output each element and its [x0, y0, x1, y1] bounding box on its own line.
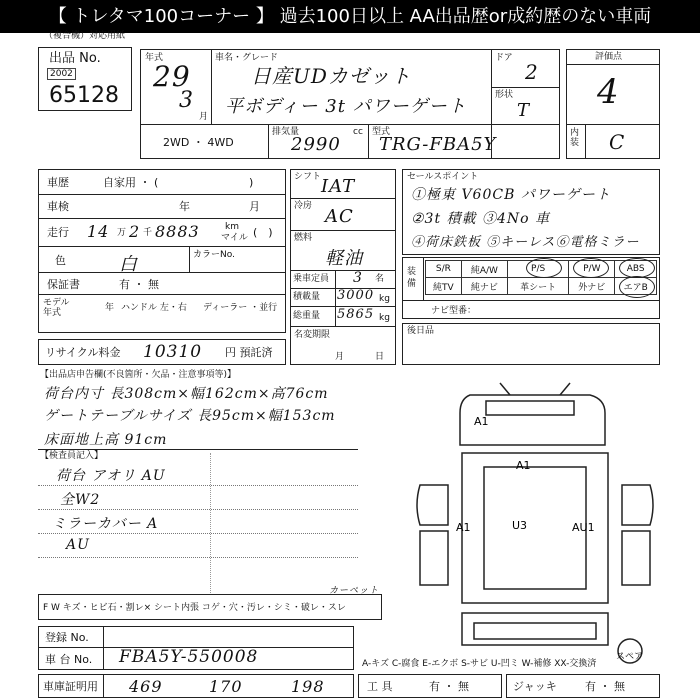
change-label: 名変期限	[294, 330, 331, 340]
equip-airbag: エアB	[615, 278, 657, 295]
tools-value: 有 ・ 無	[429, 680, 469, 693]
cooling-label: 冷房	[294, 201, 313, 211]
specs-box	[290, 169, 396, 365]
doors-label: ドア	[495, 53, 513, 63]
displacement-value: 2990	[291, 134, 341, 155]
drive-label: 2WD ・ 4WD	[163, 136, 234, 149]
model-label: 型式	[372, 127, 391, 137]
history-value: 自家用 ・ (	[103, 176, 159, 189]
mileage-man: 14	[87, 222, 110, 241]
sales-line-2: ②3t 積載 ③4No 車	[411, 211, 551, 227]
lot-number: 65128	[49, 83, 119, 108]
chassis-label: 車 台 No.	[45, 653, 93, 666]
jack-value: 有 ・ 無	[585, 680, 625, 693]
sales-line-3: ④荷床鉄板 ⑤キーレス⑥電格ミラー	[411, 235, 640, 250]
equip-navi: 純ナビ	[461, 278, 507, 295]
remark-line-3: 床面地上高 91cm	[44, 432, 168, 448]
shape-value: T	[517, 100, 531, 121]
ps-circle	[526, 258, 562, 278]
sales-line-1: ①極東 V60CB パワーゲート	[411, 187, 611, 203]
cert-value-3: 198	[291, 677, 325, 696]
color-label: 色	[55, 254, 66, 267]
dealer-label: ディーラー ・並行	[203, 303, 278, 313]
gross-label: 総重量	[293, 311, 321, 321]
inspector-title: 【検査員記入】	[40, 451, 104, 461]
equip-leather: 革シート	[508, 278, 569, 295]
year-code: 2002	[47, 68, 76, 80]
grade-label: 評価点	[595, 52, 623, 62]
condition-text: F W キズ・ヒビ石・割レ× シート内張 コゲ・穴・汚レ・シミ・破レ・スレ	[43, 603, 346, 613]
chassis-value: FBA5Y-550008	[119, 647, 259, 667]
damage-mark-right: AU1	[572, 521, 595, 534]
month-value: 3	[179, 88, 194, 113]
sheet-note: （複合機）対応用紙	[44, 31, 126, 41]
lot-label: 出品 No.	[49, 51, 101, 66]
handle-label: ハンドル 左・右	[121, 303, 187, 313]
damage-mark-center: U3	[512, 519, 528, 532]
name-value: 日産UDカゼット	[251, 64, 412, 88]
damage-mark-front: A1	[474, 415, 489, 428]
equip-ext-navi: 外ナビ	[569, 278, 615, 295]
remark-line-2: ゲートテーブルサイズ 長95cm×幅153cm	[44, 408, 336, 424]
remark-line-1: 荷台内寸 長308cm×幅162cm×高76cm	[44, 386, 329, 402]
pw-circle	[573, 258, 609, 278]
gross-unit: kg	[379, 313, 390, 323]
registration-box	[38, 626, 354, 670]
month-unit: 月	[199, 112, 209, 122]
navi-label: ナビ型番：	[431, 306, 477, 316]
load-label: 積載量	[293, 292, 321, 302]
inspector-line-1: 荷台 アオリ AU	[56, 468, 166, 484]
banner: 【 トレタマ100コーナー 】 過去100日以上 AA出品歴or成約歴のない車両	[0, 0, 700, 33]
model-value: TRG-FBA5Y	[379, 134, 497, 155]
cert-value-1: 469	[129, 677, 163, 696]
condition-handnote: カーペット	[329, 586, 380, 596]
reg-label: 登録 No.	[45, 631, 89, 644]
change-month: 月	[335, 352, 345, 362]
jack-label: ジャッキ	[513, 680, 557, 693]
equip-ps: P/S	[508, 261, 569, 278]
equip-abs: ABS	[615, 261, 657, 278]
interior-label: 内装	[570, 128, 580, 148]
inspection-month: 月	[249, 200, 260, 213]
equip-sr: S/R	[426, 261, 462, 278]
lot-box	[38, 47, 132, 111]
remarks-title: 【出品店申告欄(不良箇所・欠品・注意事項等)】	[40, 370, 237, 380]
afterfit-box	[402, 323, 660, 365]
sales-label: セールスポイント	[407, 172, 479, 182]
inspector-line-4: AU	[66, 537, 90, 553]
grade-value: 平ボディー 3t パワーゲート	[225, 96, 467, 117]
car-diagram	[400, 373, 680, 665]
equip-tv: 純TV	[426, 278, 462, 295]
auction-sheet	[0, 33, 700, 700]
warranty-value: 有 ・ 無	[119, 278, 159, 291]
displacement-label: 排気量	[272, 127, 300, 137]
inspection-label: 車検	[47, 200, 69, 213]
shift-value: IAT	[321, 176, 356, 197]
capacity-unit: 名	[375, 274, 385, 284]
abs-circle	[619, 258, 655, 278]
sales-box	[402, 169, 660, 255]
load-value: 3000	[337, 288, 375, 303]
interior-value: C	[609, 130, 626, 154]
equipment-box: 装備 S/R 純A/W P/S P/W ABS 純TV 純ナビ 革シート 外ナビ エアB ナビ型番：	[402, 257, 660, 319]
inspection-year: 年	[179, 200, 190, 213]
capacity-label: 乗車定員	[293, 274, 330, 284]
cert-value-2: 170	[209, 677, 243, 696]
garage-cert-box	[38, 674, 354, 698]
damage-legend: A-キズ C-腐食 E-エクボ S-サビ U-凹ミ W-補修 XX-交換済	[362, 659, 597, 669]
history-label: 車歴	[47, 176, 69, 189]
capacity-value: 3	[353, 270, 363, 286]
grade-value: 4	[597, 72, 620, 112]
mileage-sen: 2	[129, 222, 141, 241]
inspector-line-3: ミラーカバー A	[52, 516, 159, 532]
fuel-label: 燃料	[294, 233, 313, 243]
condition-box	[38, 586, 382, 620]
mileage-unit-km: km	[225, 222, 239, 232]
history-box: 車歴 自家用 ・ ( ) 車検 年 月 走行 14 万 2 千 8883 km マイル ( ) 色 白 カラーNo. 保証書 有 ・ 無 モデル年式 年 ハンドル 左・右 ディーラー ・並行	[38, 169, 286, 333]
change-day: 日	[375, 352, 385, 362]
damage-mark-hood: A1	[516, 459, 531, 472]
name-label: 車名・グレード	[215, 53, 279, 63]
recycle-box	[38, 339, 286, 365]
year-label: 年式	[145, 53, 164, 63]
equip-pw: P/W	[569, 261, 615, 278]
recycle-value: 10310	[143, 342, 203, 362]
color-value: 白	[119, 254, 138, 275]
model-year-label: モデル年式	[43, 298, 70, 318]
damage-mark-left: A1	[456, 521, 471, 534]
doors-value: 2	[525, 60, 539, 84]
spare-label: スペア	[616, 652, 644, 662]
fuel-value: 軽油	[325, 248, 363, 269]
load-unit: kg	[379, 294, 390, 304]
jack-box	[506, 674, 660, 698]
year-value: 29	[153, 60, 191, 93]
mileage-label: 走行	[47, 226, 69, 239]
cooling-value: AC	[325, 206, 354, 227]
displacement-unit: cc	[353, 127, 363, 137]
shift-label: シフト	[294, 172, 322, 182]
tools-box	[358, 674, 502, 698]
recycle-label: リサイクル料金	[45, 346, 121, 359]
airbag-circle	[619, 276, 655, 298]
gross-value: 5865	[337, 307, 375, 322]
tools-label: 工 具	[367, 680, 393, 693]
cert-label: 車庫証明用	[43, 680, 98, 693]
inspector-line-2: 全W2	[60, 492, 101, 508]
recycle-unit: 円 預託済	[225, 346, 273, 359]
equip-aw: 純A/W	[461, 261, 507, 278]
afterfit-label: 後日品	[407, 326, 435, 336]
grade-box	[566, 49, 660, 159]
color-no-label: カラーNo.	[193, 250, 235, 260]
mileage-value: 8883	[155, 222, 200, 241]
warranty-label: 保証書	[47, 278, 80, 291]
mileage-unit-mile: マイル	[221, 233, 248, 243]
vehicle-box	[140, 49, 560, 159]
shape-label: 形状	[495, 90, 514, 100]
model-year-unit: 年	[105, 303, 115, 313]
